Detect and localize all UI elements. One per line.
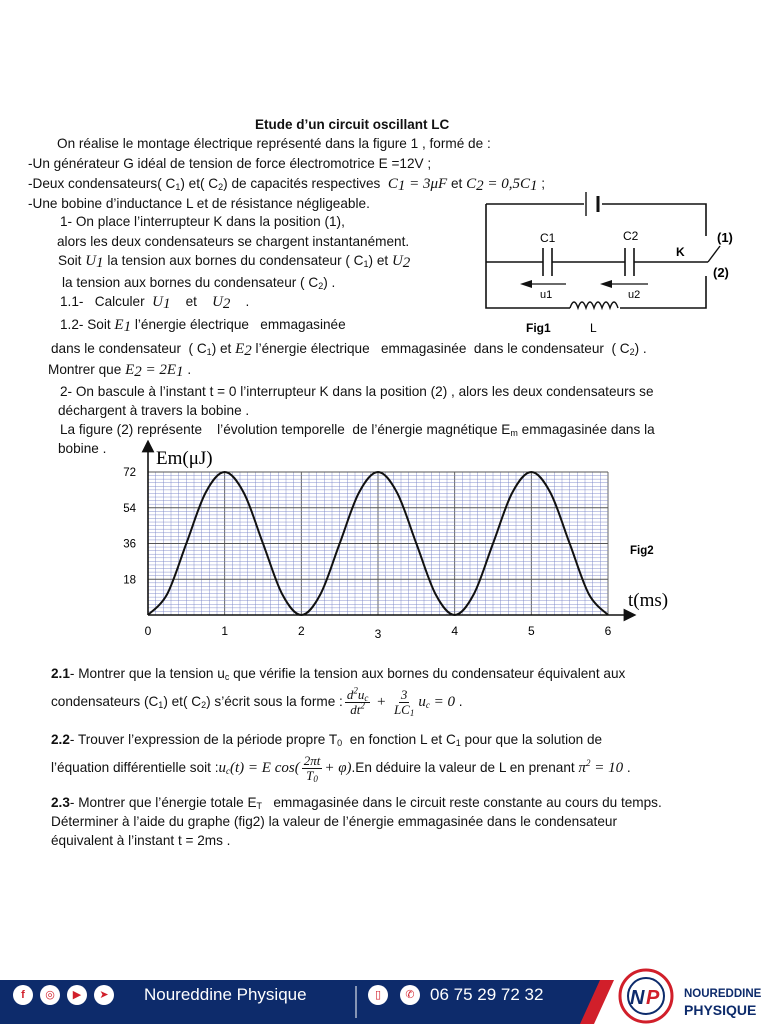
q1-line3: Soit $U_1$ la tension aux bornes du condensateur ( $C_1$) et $U_2$	[58, 253, 411, 271]
q22-line1: 2.2- Trouver l’expression de la période propre $T_0$ en fonction L et $C_1$ pour que la solution de	[51, 732, 603, 748]
label-k: K	[676, 245, 685, 259]
q1-line1: 1- On place l’interrupteur K dans la position (1),	[60, 214, 345, 229]
circuit-diagram	[480, 180, 740, 340]
footer-phone: 06 75 29 72 32	[430, 985, 544, 1004]
label-c1: C1	[540, 231, 556, 245]
x-tick-label: 1	[221, 624, 229, 638]
y-tick-label: 54	[123, 502, 136, 515]
q12-line3: Montrer que $E_2 = 2E_1$ .	[48, 362, 192, 380]
x-tick-label: 4	[451, 624, 459, 638]
facebook-icon[interactable]: f	[13, 985, 33, 1005]
label-c2: C2	[623, 229, 639, 243]
q21-line1: 2.1- Montrer que la tension $u_c$ que vérifie la tension aux bornes du condensateur équivalent aux	[51, 666, 626, 682]
whatsapp-icon: ✆	[400, 985, 420, 1005]
q22-line2: l’équation différentielle soit $:u_c(t) = E$ cos( $\frac{2\pi t}{T_0}$ + φ).En déduire la valeur de L en prenant $\pi^2 = 10$ .	[51, 752, 631, 784]
q2-line1: 2- On bascule à l’instant t = 0 l’interrupteur K dans la position (2) , alors les deux condensateurs se	[60, 384, 654, 399]
q11-text: 1.1- Calculer $U_1$ et $U_2$ .	[60, 294, 250, 312]
item-generator: -Un générateur G idéal de tension de force électromotrice E =12V ;	[28, 156, 432, 171]
y-tick-label: 36	[123, 538, 136, 551]
y-axis-label: Em(μJ)	[156, 448, 213, 469]
svg-text:N: N	[630, 987, 645, 1009]
footer-name: Noureddine Physique	[144, 985, 307, 1004]
label-position-1: (1)	[717, 230, 733, 245]
x-tick-label: 0	[144, 624, 152, 638]
label-u2: u2	[628, 289, 641, 301]
page-title: Etude d’un circuit oscillant LC	[255, 117, 450, 132]
svg-text:P: P	[646, 987, 660, 1009]
item-coil: -Une bobine d’inductance L et de résistance négligeable.	[28, 196, 370, 211]
telegram-icon[interactable]: ➤	[94, 985, 114, 1005]
y-tick-label: 18	[123, 574, 136, 587]
label-position-2: (2)	[713, 265, 729, 280]
fig1-caption: Fig1	[526, 321, 551, 335]
q23-line1: 2.3- Montrer que l’énergie totale $E_T$ emmagasinée dans le circuit reste constante au cours du temps.	[51, 795, 662, 811]
q23-line2: Déterminer à l’aide du graphe (fig2) la valeur de l’énergie emmagasinée dans le condensateur	[51, 814, 617, 829]
x-tick-label: 2	[297, 624, 305, 638]
item-capacitors: -Deux condensateurs( $C_1$) et( $C_2$) de capacités respectives $C_1 = 3\mu F$ et $C_2 = 0,5C_1$ ;	[28, 176, 546, 194]
q23-line3: équivalent à l’instant t = 2ms .	[51, 833, 231, 848]
label-u1: u1	[540, 289, 553, 301]
q2-line3: La figure (2) représente l’évolution temporelle de l’énergie magnétique $E_m$ emmagasinée dans la	[60, 422, 655, 438]
q21-line2: condensateurs $(C_1)$ et( $C_2$) s’écrit sous la forme : $\frac{d^2u_c}{dt^2}$ + $\frac{3}{LC_1}$ $u_c = 0$ .	[51, 685, 463, 718]
x-axis-label: t(ms)	[628, 590, 669, 611]
q1-line2: alors les deux condensateurs se chargent instantanément.	[57, 234, 410, 249]
phone-icon: ▯	[368, 985, 388, 1005]
intro-text: On réalise le montage électrique représenté dans la figure 1 , formé de :	[57, 136, 491, 151]
x-tick-label: 6	[604, 624, 612, 638]
q12-line2: dans le condensateur ( $C_1$) et $E_2$ l’énergie électrique emmagasinée dans le condensateur ( $C_2$) .	[51, 341, 647, 359]
fig2-caption: Fig2	[630, 545, 654, 557]
x-tick-label: 3	[374, 627, 382, 641]
y-tick-label: 72	[123, 467, 136, 479]
youtube-icon[interactable]: ▶	[67, 985, 87, 1005]
label-l: L	[590, 321, 597, 335]
q12-line1: 1.2- Soit $E_1$ l’énergie électrique emmagasinée	[60, 317, 346, 335]
q2-line4: bobine .	[58, 441, 107, 456]
q2-line2: déchargent à travers la bobine .	[58, 403, 250, 418]
energy-chart	[100, 440, 700, 645]
brand-logo-icon	[612, 962, 680, 1024]
q1-line4: la tension aux bornes du condensateur ( $C_2$) .	[62, 275, 336, 291]
brand-name-top: NOUREDDINE	[684, 988, 762, 1000]
brand-name-bottom: PHYSIQUE	[684, 1002, 757, 1018]
instagram-icon[interactable]: ◎	[40, 985, 60, 1005]
x-tick-label: 5	[527, 624, 535, 638]
